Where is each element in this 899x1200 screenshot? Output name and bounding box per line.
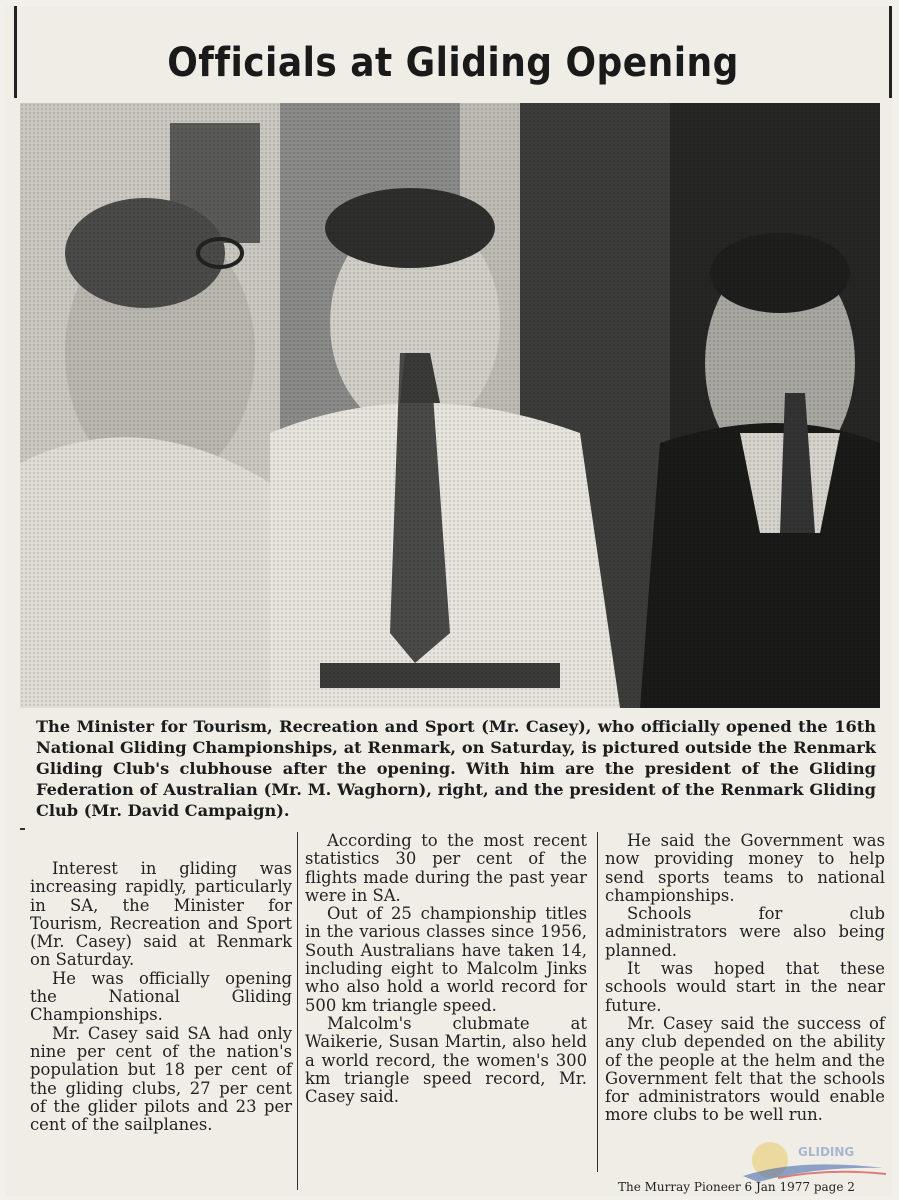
paragraph: Mr. Casey said SA had only nine per cent of the nation's population but 18 per cent of the gliding clubs, 27 per cent of the glider pilots and 23 per cent of the sailplanes. (30, 1023, 292, 1135)
paragraph: It was hoped that these schools would start in the near future. (605, 959, 885, 1015)
photo (20, 103, 880, 708)
paragraph: Schools for club administrators were also being planned. (605, 904, 885, 960)
paragraph: Interest in gliding was increasing rapidly, particularly in SA, the Minister for Tourism, Recreation and Sport (Mr. Casey) said at Renmark on Saturday. (30, 859, 292, 970)
paragraph: Mr. Casey said the success of any club depended on the ability of the people at the helm and the Government felt that the schools for administrators would enable more clubs to be well run. (605, 1013, 885, 1125)
column-rule (297, 832, 298, 1190)
headline: Officials at Gliding Opening (167, 40, 739, 86)
headline-frame (14, 6, 892, 98)
watermark-text: GLIDING (798, 1145, 855, 1159)
newspaper-photo-icon (20, 103, 880, 708)
article-column-3 (605, 832, 885, 1125)
article-column-1 (30, 860, 292, 1134)
paragraph: Malcolm's clubmate at Waikerie, Susan Martin, also held a world record, the women's 300 km triangle speed record, Mr. Casey said. (305, 1013, 587, 1107)
photo-caption: The Minister for Tourism, Recreation and Sport (Mr. Casey), who officially opened the 16th National Gliding Championships, at Renmark, on Saturday, is pictured outside the Renmark Gliding Club's clubhouse after the opening. With him are the president of the Gliding Federation of Australian (Mr. M. Waghorn), right, and the president of the Renmark Gliding Club (Mr. David Campaign). (36, 717, 876, 820)
article-column-2 (305, 832, 587, 1106)
paragraph: He was officially opening the National Gliding Championships. (30, 968, 292, 1025)
column-rule (20, 828, 25, 830)
column-rule (597, 832, 598, 1172)
paragraph: He said the Government was now providing money to help send sports teams to national championships. (605, 831, 885, 905)
paragraph: Out of 25 championship titles in the various classes since 1956, South Australians have taken 14, including eight to Malcolm Jinks who also hold a world record for 500 km triangle speed. (305, 904, 587, 1015)
source-footer: The Murray Pioneer 6 Jan 1977 page 2 (618, 1180, 855, 1194)
paragraph: According to the most recent statistics 30 per cent of the flights made during the past year were in SA. (305, 831, 587, 905)
